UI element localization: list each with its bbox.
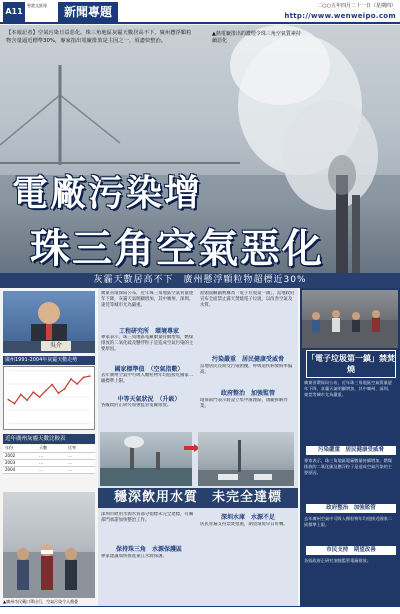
factory-before-illustration	[100, 432, 192, 486]
official-portrait-photo	[3, 291, 95, 353]
table-row	[3, 452, 95, 459]
masked-residents-photo	[3, 492, 95, 598]
article-subhead: 政府整治 加強監管	[306, 504, 396, 513]
chart-data-point	[70, 378, 72, 380]
crowd-illustration	[3, 492, 95, 598]
factory-after-photo	[198, 432, 294, 486]
page-number: A11	[3, 2, 25, 22]
factory-after-illustration	[198, 432, 294, 486]
right-column	[300, 288, 400, 606]
left-column	[0, 288, 98, 606]
article-subhead: 國家標準值 （空氣指數）	[114, 366, 184, 373]
article-subhead: 政府整治 加強監管	[220, 390, 275, 397]
crowd-photo-caption: ▲廣州市民戴口罩出行，空氣污染令人擔憂	[3, 599, 79, 604]
chart-data-point	[39, 396, 41, 398]
article-paragraph: 汕頭貴嶼鎮被稱為「電子垃圾第一鎮」，當地政府宣布全面禁止露天焚燒電子垃圾，以改善空氣及水質。	[200, 291, 295, 308]
article-paragraph: 專家表示，珠三角地區電廠數量持續增加，燃煤排放的二氧化硫及懸浮粒子是造成空氣污染的主要原因。	[304, 458, 392, 475]
hero-photo	[0, 25, 400, 273]
factory-before-photo	[100, 432, 192, 486]
article-paragraph: 當地居民長期受污染困擾，呼吸道疾病發病率偏高。	[200, 364, 293, 375]
photo-caption: ▲熱電廠排出的濃煙令珠三角空氣質素持續惡化	[212, 31, 301, 44]
table-cell: 年份	[3, 445, 37, 452]
article-paragraph: 專家建議加快推進東江水源保護。	[101, 554, 167, 559]
e-waste-illustration	[302, 290, 398, 348]
chart-data-point	[51, 384, 53, 386]
haze-days-table	[3, 445, 95, 474]
middle-column	[98, 288, 298, 606]
table-cell: ...	[37, 459, 66, 466]
article-subhead: 污染嚴重 居民健康受威脅	[211, 356, 284, 363]
site-url[interactable]: http://www.wenweipo.com	[284, 12, 396, 20]
table-cell: ...	[66, 466, 95, 473]
e-waste-headline: 「電子垃圾第一鎮」禁焚燒	[306, 350, 396, 378]
article-paragraph: 深圳市飲用水源水質部分指標未完全達標，有關部門承諾加快整治工作。	[101, 512, 194, 523]
chart-data-point	[58, 392, 60, 394]
chart-data-point	[7, 399, 9, 401]
masthead	[0, 0, 400, 24]
chart-data-point	[89, 375, 91, 377]
table-cell: ...	[37, 466, 66, 473]
table-cell: 2002	[3, 452, 37, 459]
table-row	[3, 445, 95, 452]
article-paragraph: 廣東省環保局公布，近年珠三角地區空氣質量逐年下降，灰霾天氣明顯增加，其中廣州、深圳、東莞等城市尤為嚴重。	[304, 380, 392, 397]
section-title: 新聞專題	[58, 2, 118, 22]
table-cell: ...	[66, 452, 95, 459]
article-paragraph: 各級政府正研究加強監管電廠排放。	[101, 403, 172, 408]
article-subhead: 市民支持 期望改善	[306, 546, 396, 555]
water-quality-banner: 穩深飲用水質 未完全達標	[98, 488, 298, 508]
chart-data-point	[26, 399, 28, 401]
page-footer	[0, 606, 400, 614]
article-paragraph: 去年廣州空氣中可吸入顆粒物年均值接近國家二級標準上限。	[101, 373, 194, 384]
chart-data-point	[45, 390, 47, 392]
article-paragraph: 環保部門表示將設立集中處理區，規範拆解作業。	[200, 398, 288, 409]
table-row	[3, 459, 95, 466]
article-paragraph: 各級政府正研究加強監管電廠排放。	[304, 558, 372, 563]
lead-paragraph: 【本報記者】空氣污染日益惡化。珠三角地區灰霾天數居高不下，廣州懸浮顆粒物含量逼近標準30%，專家指出電廠排放是主因之一，須盡快整治。	[6, 30, 192, 44]
article-paragraph: 去年廣州空氣中可吸入顆粒物年均值接近國家二級標準上限。	[304, 516, 392, 527]
headline-line-1: 電廠污染增	[12, 173, 203, 214]
article-subhead: 保持珠三角 水源保護區	[115, 546, 182, 553]
table-cell: 2004	[3, 466, 37, 473]
chart-data-point	[20, 394, 22, 396]
article-subhead: 污染嚴重 居民健康受威脅	[306, 446, 396, 455]
subheadline: 灰霾天數居高不下 廣州懸浮顆粒物超標近30%	[0, 273, 400, 288]
chart-data-point	[32, 391, 34, 393]
article-paragraph: 專家表示，珠三角地區電廠數量持續增加，燃煤排放的二氧化硫及懸浮粒子是造成空氣污染的主要原因。	[101, 335, 194, 352]
haze-days-chart	[3, 366, 95, 430]
chart-data-point	[76, 383, 78, 385]
table-cell: ...	[37, 452, 66, 459]
chart-data-point	[64, 388, 66, 390]
table-cell: 比率	[66, 445, 95, 452]
article-subhead: 深圳水庫 水源不足	[220, 514, 275, 521]
chart-data-point	[14, 403, 16, 405]
article-subhead: 中等天氣狀況 （升級）	[117, 396, 181, 403]
table-row	[3, 466, 95, 473]
haze-days-series-line	[8, 376, 89, 403]
article-paragraph: 居民普遍支持禁焚措施，期望環境早日好轉。	[200, 522, 288, 527]
article-subhead: 工程研究所 環境專家	[118, 328, 179, 335]
e-waste-workers-photo	[302, 290, 398, 348]
table-cell: 2003	[3, 459, 37, 466]
article-paragraph: 廣東省環保局公布，近年珠三角地區空氣質量逐年下降，灰霾天氣明顯增加，其中廣州、深圳、東莞等城市尤為嚴重。	[101, 291, 194, 308]
table-cell: ...	[66, 459, 95, 466]
chart-title: 廣州1991-2004年灰霾天數走勢	[3, 356, 95, 365]
nameplate: 吳介	[41, 341, 71, 351]
chart-data-point	[83, 377, 85, 379]
table-title: 近年廣州灰霾天數比較表	[3, 434, 95, 444]
masthead-side-info: 香港文匯報	[27, 3, 47, 8]
headline-line-2: 珠三角空氣惡化	[30, 226, 324, 272]
table-cell: 天數	[37, 445, 66, 452]
issue-date: 二○○五年四月二十一日（星期四）	[317, 3, 396, 9]
